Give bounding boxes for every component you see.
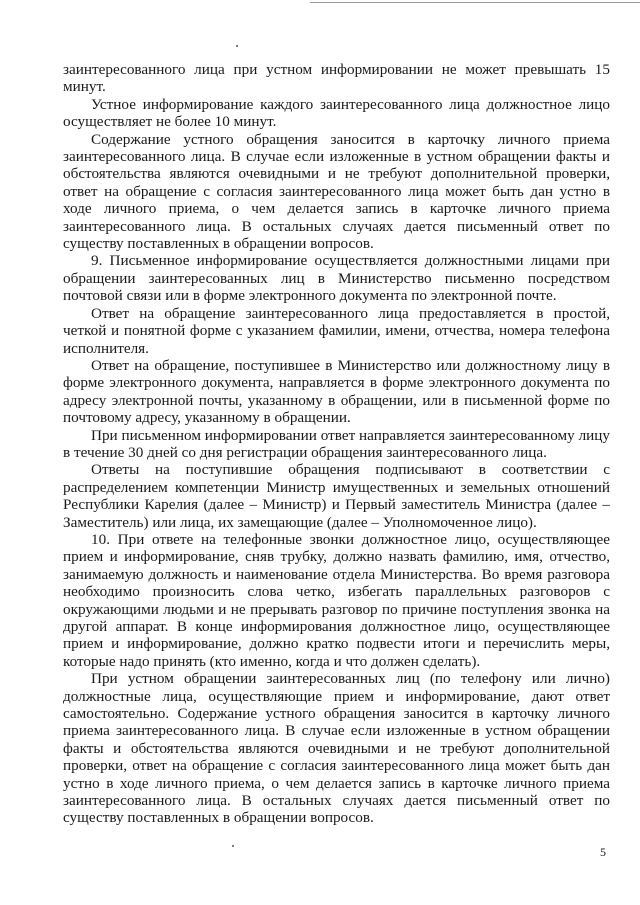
- paragraph-phone-calls: 10. При ответе на телефонные звонки должностное лицо, осуществляющее прием и информирование, сняв трубку, должно назвать фамилию, имя, отчество, занимаемую должность и наименование отдела Министерства. Во время разговора необходимо произносить слова четко, избегать параллельных разговоров с окружающими людьми и не прерывать разговор по причине поступления звонка на другой аппарат. В конце информирования должностное лицо, осуществляющее прием и информирование, должно кратко подвести итоги и перечислить меры, которые надо принять (кто именно, когда и что должен сделать).: [63, 530, 610, 670]
- page-number: 5: [600, 845, 606, 859]
- top-edge-rule: [310, 2, 640, 3]
- paragraph-answer-deadline: При письменном информировании ответ направляется заинтересованному лицу в течение 30 дней со дня регистрации обращения заинтересованного лица.: [63, 426, 610, 461]
- scan-speck: [236, 45, 238, 47]
- paragraph-signatories: Ответы на поступившие обращения подписывают в соответствии с распределением компетенции Министр имущественных и земельных отношений Республики Карелия (далее – Министр) и Первый заместитель Министра (далее – Заместитель) или лица, их замещающие (далее – Уполномоченное лицо).: [63, 461, 610, 531]
- paragraph-written-info: 9. Письменное информирование осуществляется должностными лицами при обращении заинтересованных лиц в Министерство письменно посредством почтовой связи или в форме электронного документа по электронной почте.: [63, 252, 610, 305]
- paragraph-oral-appeal: При устном обращении заинтересованных лиц (по телефону или лично) должностные лица, осуществляющие прием и информирование, дают ответ самостоятельно. Содержание устного обращения заносится в карточку личного приема заинтересованного лица. В случае если изложенные в устном обращении факты и обстоятельства являются очевидными и не требуют дополнительной проверки, ответ на обращение с согласия заинтересованного лица может быть дан устно в ходе личного приема, о чем делается запись в карточке личного приема заинтересованного лица. В остальных случаях дается письменный ответ по существу поставленных в обращении вопросов.: [63, 670, 610, 827]
- document-body: [63, 61, 610, 827]
- paragraph-oral-content: Содержание устного обращения заносится в карточку личного приема заинтересованного лица. В случае если изложенные в устном обращении факты и обстоятельства являются очевидными и не требуют дополнительной проверки, ответ на обращение с согласия заинтересованного лица может быть дан устно в ходе личного приема, о чем делается запись в карточке личного приема заинтересованного лица. В остальных случаях дается письменный ответ по существу поставленных в обращении вопросов.: [63, 130, 610, 253]
- paragraph-answer-form: Ответ на обращение заинтересованного лица предоставляется в простой, четкой и понятной форме с указанием фамилии, имени, отчества, номера телефона исполнителя.: [63, 304, 610, 357]
- paragraph-continuation: заинтересованного лица при устном информировании не может превышать 15 минут.: [63, 61, 610, 96]
- paragraph-electronic-answer: Ответ на обращение, поступившее в Министерство или должностному лицу в форме электронного документа, направляется в форме электронного документа по адресу электронной почты, указанному в обращении, или в письменной форме по почтовому адресу, указанному в обращении.: [63, 356, 610, 427]
- scan-speck: [232, 845, 234, 847]
- paragraph-oral-duration: Устное информирование каждого заинтересованного лица должностное лицо осуществляет не более 10 минут.: [63, 95, 610, 131]
